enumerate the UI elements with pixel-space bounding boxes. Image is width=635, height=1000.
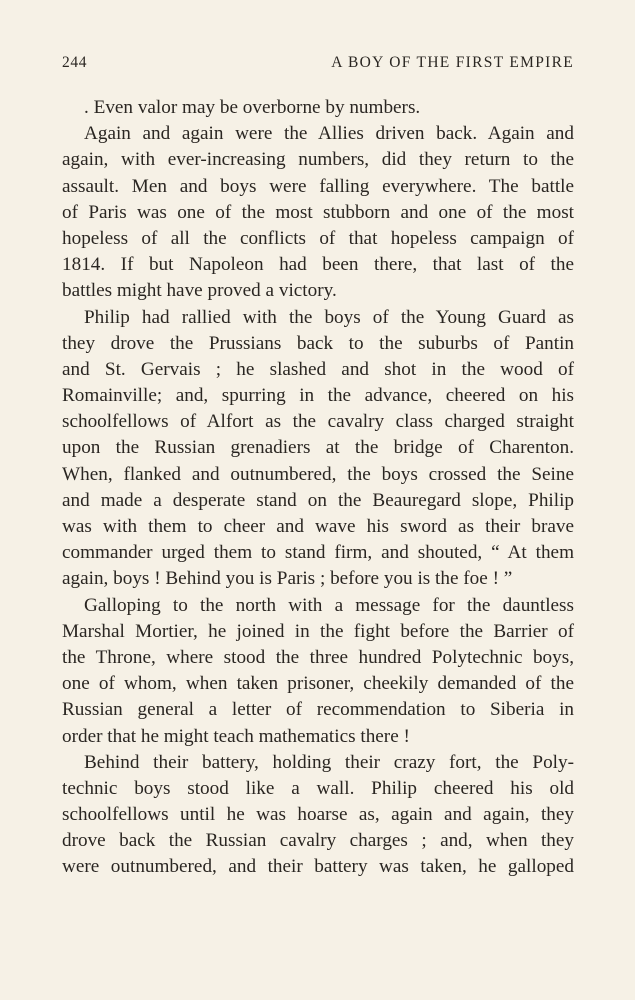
page-header xyxy=(62,54,574,78)
text-line: Behind their battery, holding their crazy fort, the Poly- xyxy=(84,751,574,773)
text-line: battles might have proved a victory. xyxy=(62,280,337,302)
page-number: 244 xyxy=(62,54,88,71)
text-line: Again and again were the Allies driven back. Again and xyxy=(84,123,574,145)
text-line: . Even valor may be overborne by numbers. xyxy=(84,97,421,118)
text-line: again, with ever-increasing numbers, did they return to the xyxy=(62,149,574,171)
text-line: When, flanked and outnumbered, the boys crossed the Seine xyxy=(62,463,574,485)
text-line: of Paris was one of the most stubborn and one of the most xyxy=(62,201,574,223)
text-line: 1814. If but Napoleon had been there, that last of the xyxy=(62,254,574,276)
text-line: order that he might teach mathematics there ! xyxy=(62,725,410,747)
text-line: schoolfellows until he was hoarse as, again and again, they xyxy=(62,804,574,826)
text-line: technic boys stood like a wall. Philip cheered his old xyxy=(62,777,574,799)
text-line: they drove the Prussians back to the suburbs of Pantin xyxy=(62,332,574,354)
text-line: one of whom, when taken prisoner, cheekily demanded of the xyxy=(62,673,574,695)
text-line: Romainville; and, spurring in the advance, cheered on his xyxy=(62,385,574,407)
text-line: and St. Gervais ; he slashed and shot in the wood of xyxy=(62,358,574,380)
text-line: Russian general a letter of recommendation to Siberia in xyxy=(62,699,574,721)
text-line: commander urged them to stand firm, and shouted, “ At them xyxy=(62,542,574,564)
body-text xyxy=(62,95,574,881)
text-line: Marshal Mortier, he joined in the fight before the Barrier of xyxy=(62,620,574,642)
text-line: hopeless of all the conflicts of that hopeless campaign of xyxy=(62,227,574,249)
text-line: schoolfellows of Alfort as the cavalry class charged straight xyxy=(62,411,574,433)
text-line: the Throne, where stood the three hundred Polytechnic boys, xyxy=(62,646,574,668)
text-line: upon the Russian grenadiers at the bridge of Charenton. xyxy=(62,437,574,459)
text-line: and made a desperate stand on the Beauregard slope, Philip xyxy=(62,489,574,511)
running-title: A BOY OF THE FIRST EMPIRE xyxy=(331,54,574,71)
text-line: was with them to cheer and wave his sword as their brave xyxy=(62,516,574,537)
text-line: assault. Men and boys were falling everywhere. The battle xyxy=(62,175,574,197)
text-line: again, boys ! Behind you is Paris ; before you is the foe ! ” xyxy=(62,568,513,590)
text-line: Galloping to the north with a message for the dauntless xyxy=(84,594,574,616)
text-line: were outnumbered, and their battery was taken, he galloped xyxy=(62,856,574,878)
text-line: drove back the Russian cavalry charges ; and, when they xyxy=(62,830,574,852)
text-line: Philip had rallied with the boys of the Young Guard as xyxy=(84,306,574,328)
